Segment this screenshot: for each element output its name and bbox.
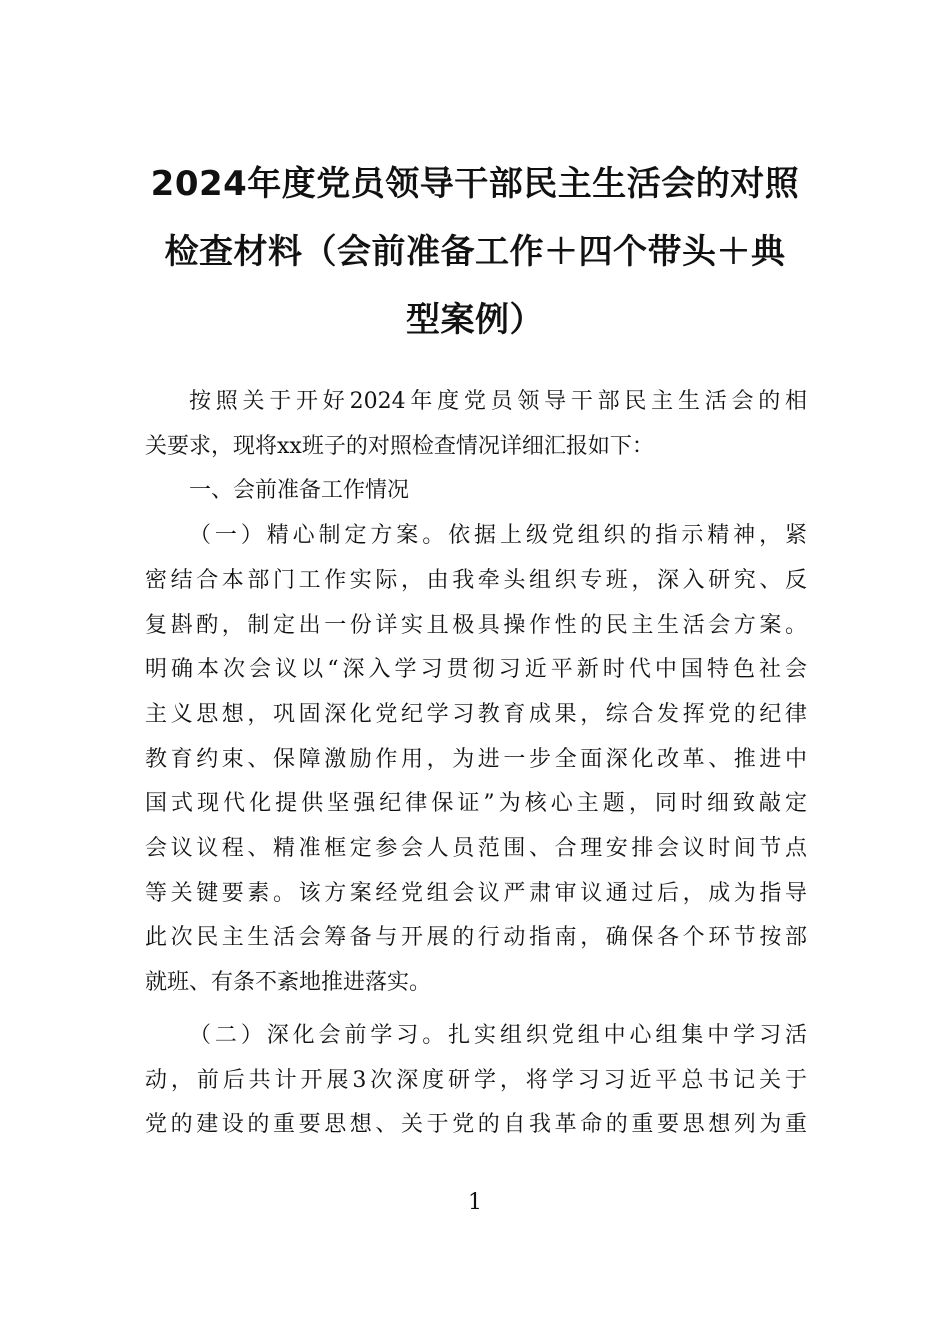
text-line: 党的建设的重要思想、关于党的自我革命的重要思想列为重	[145, 1112, 807, 1138]
text-line: 教育约束、保障激励作用，为进一步全面深化改革、推进中	[145, 746, 807, 772]
section-heading: 一、会前准备工作情况	[189, 478, 410, 504]
text-line: 明确本次会议以“深入学习贯彻习近平新时代中国特色社会	[145, 657, 807, 683]
text-line: 关要求，现将xx班子的对照检查情况详细汇报如下：	[145, 433, 654, 459]
text-line: 动，前后共计开展3次深度研学，将学习习近平总书记关于	[145, 1067, 807, 1093]
title-line: 检查材料（会前准备工作＋四个带头＋典	[164, 232, 786, 272]
title-line: 2024年度党员领导干部民主生活会的对照	[150, 164, 800, 204]
text-line: 国式现代化提供坚强纪律保证”为核心主题，同时细致敲定	[145, 791, 807, 817]
document-body	[145, 380, 807, 1148]
text-line: 会议议程、精准框定参会人员范围、合理安排会议时间节点	[145, 836, 807, 862]
paragraph-study	[145, 1014, 807, 1148]
text-line: 复斟酌，制定出一份详实且极具操作性的民主生活会方案。	[145, 612, 807, 638]
page-number: 1	[468, 1190, 482, 1215]
text-line: （一）精心制定方案。依据上级党组织的指示精神，紧	[189, 523, 807, 549]
text-line: 就班、有条不紊地推进落实。	[145, 970, 432, 996]
text-line: 主义思想，巩固深化党纪学习教育成果，综合发挥党的纪律	[145, 701, 807, 727]
paragraph-plan	[145, 514, 807, 1006]
text-line: 等关键要素。该方案经党组会议严肃审议通过后，成为指导	[145, 880, 807, 906]
title-line: 型案例）	[406, 300, 544, 340]
text-line: 此次民主生活会筹备与开展的行动指南，确保各个环节按部	[145, 925, 807, 951]
text-line: （二）深化会前学习。扎实组织党组中心组集中学习活	[189, 1022, 807, 1048]
paragraph-gap	[145, 1006, 807, 1014]
text-line: 密结合本部门工作实际，由我牵头组织专班，深入研究、反	[145, 567, 807, 593]
intro-paragraph	[145, 380, 807, 469]
text-line: 按照关于开好2024年度党员领导干部民主生活会的相	[189, 389, 807, 414]
document-title	[140, 150, 810, 354]
